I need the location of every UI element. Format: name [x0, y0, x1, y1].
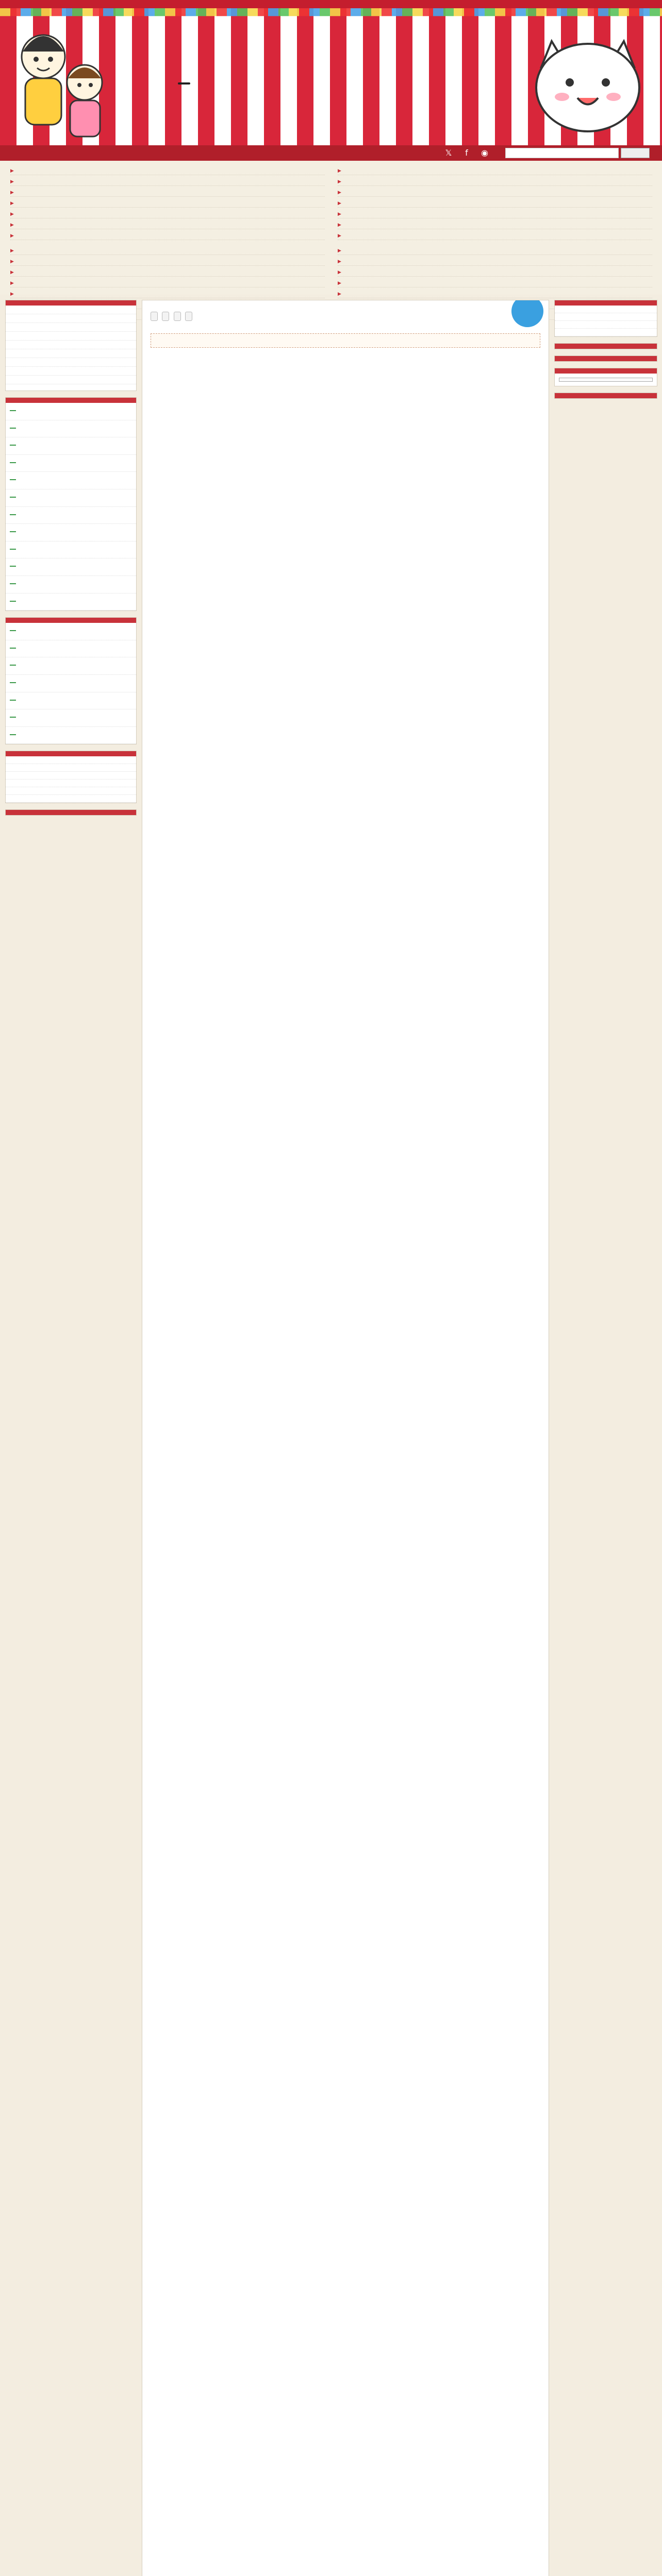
ranking-item[interactable]	[6, 437, 136, 455]
headline-link[interactable]	[338, 231, 652, 240]
headline-link[interactable]	[338, 246, 652, 255]
featured-box	[554, 300, 657, 337]
notice-heading	[6, 810, 136, 815]
archive-select[interactable]	[559, 378, 653, 382]
headline-link[interactable]	[338, 278, 652, 287]
ranking-item[interactable]	[6, 576, 136, 594]
weekly-ranking-heading	[6, 618, 136, 623]
headline-link[interactable]	[338, 166, 652, 175]
featured-link[interactable]	[555, 329, 657, 336]
ranking-badge	[10, 566, 16, 567]
ranking-badge	[10, 497, 16, 498]
ranking-item[interactable]	[6, 657, 136, 675]
ranking-item[interactable]	[6, 524, 136, 541]
pickup-box	[5, 300, 137, 391]
ranking-item[interactable]	[6, 709, 136, 727]
antenna-link[interactable]	[6, 787, 136, 795]
antenna-link[interactable]	[6, 772, 136, 779]
headline-link[interactable]	[338, 289, 652, 298]
ranking-item[interactable]	[6, 489, 136, 507]
ranking-badge	[10, 462, 16, 463]
headline-link[interactable]	[338, 188, 652, 197]
pickup-link[interactable]	[6, 323, 136, 332]
ranking-badge	[10, 410, 16, 411]
headline-link[interactable]	[10, 231, 325, 240]
ranking-badge	[10, 665, 16, 666]
headline-links	[0, 161, 662, 295]
right-sidebar	[554, 300, 657, 405]
ranking-badge	[10, 428, 16, 429]
ranking-badge	[10, 514, 16, 515]
recent-heading	[555, 344, 657, 349]
ranking-badge	[10, 531, 16, 532]
rss-icon[interactable]: ◉	[481, 148, 488, 158]
ranking-badge	[10, 700, 16, 701]
archive-heading	[555, 368, 657, 374]
ranking-item[interactable]	[6, 541, 136, 559]
ranking-badge	[10, 583, 16, 584]
category-heading	[555, 356, 657, 361]
site-url[interactable]	[178, 82, 190, 84]
headline-link[interactable]	[10, 177, 325, 186]
pickup-link[interactable]	[6, 332, 136, 341]
headline-link[interactable]	[10, 278, 325, 287]
headline-column-left	[10, 166, 325, 321]
right-ranking-box	[554, 393, 657, 399]
pickup-link[interactable]	[6, 314, 136, 323]
search-input[interactable]	[505, 148, 619, 158]
antenna-link[interactable]	[6, 795, 136, 803]
pocket-button[interactable]	[174, 312, 181, 321]
pickup-link[interactable]	[6, 358, 136, 367]
pickup-link[interactable]	[6, 367, 136, 376]
category-box	[554, 355, 657, 362]
pickup-link[interactable]	[6, 341, 136, 349]
ranking-badge	[10, 630, 16, 631]
category-badge[interactable]	[511, 300, 543, 327]
ranking-badge	[10, 682, 16, 683]
share-buttons	[151, 312, 540, 323]
antenna-box	[5, 751, 137, 803]
headline-link[interactable]	[10, 289, 325, 298]
cat-mascot-right	[521, 21, 655, 144]
headline-link[interactable]	[10, 188, 325, 197]
headline-link[interactable]	[10, 257, 325, 266]
antenna-heading	[6, 751, 136, 756]
antenna-link[interactable]	[6, 764, 136, 772]
featured-link[interactable]	[555, 306, 657, 313]
ranking-item[interactable]	[6, 472, 136, 489]
notice-box	[5, 809, 137, 816]
headline-link[interactable]	[10, 209, 325, 218]
featured-heading	[555, 300, 657, 306]
headline-link[interactable]	[10, 220, 325, 229]
ranking-item[interactable]	[6, 403, 136, 420]
ranking-item[interactable]	[6, 675, 136, 692]
left-sidebar	[5, 300, 137, 822]
ranking-badge	[10, 734, 16, 735]
header-top-bar	[0, 0, 662, 8]
featured-link[interactable]	[555, 321, 657, 329]
pickup-link[interactable]	[6, 349, 136, 358]
right-ranking-heading	[555, 393, 657, 398]
site-header	[0, 0, 662, 145]
headline-link[interactable]	[338, 177, 652, 186]
headline-link[interactable]	[10, 267, 325, 277]
ranking-badge	[10, 601, 16, 602]
tweet-button[interactable]	[151, 312, 158, 321]
headline-link[interactable]	[338, 267, 652, 277]
ranking-item[interactable]	[6, 558, 136, 576]
recent-box	[554, 343, 657, 349]
ranking-item[interactable]	[6, 455, 136, 472]
antenna-link[interactable]	[6, 756, 136, 764]
article-main	[142, 300, 549, 2576]
main-nav	[0, 145, 662, 161]
ranking-badge	[10, 648, 16, 649]
related-articles-box	[151, 333, 540, 348]
weekly-ranking-box	[5, 617, 137, 744]
antenna-link[interactable]	[6, 779, 136, 787]
pickup-link[interactable]	[6, 376, 136, 384]
ranking-badge	[10, 549, 16, 550]
ranking-badge	[10, 479, 16, 480]
family-mascot-left	[12, 21, 110, 139]
daily-ranking-box	[5, 397, 137, 611]
pickup-heading	[6, 300, 136, 306]
headline-link[interactable]	[10, 198, 325, 208]
ranking-item[interactable]	[6, 507, 136, 524]
powered-by[interactable]	[6, 384, 136, 391]
headline-link[interactable]	[10, 166, 325, 175]
daily-ranking-heading	[6, 398, 136, 403]
facebook-icon[interactable]: f	[465, 148, 468, 158]
ranking-item[interactable]	[6, 727, 136, 744]
headline-link[interactable]	[338, 198, 652, 208]
x-icon[interactable]: 𝕏	[445, 148, 452, 158]
ranking-item[interactable]	[6, 420, 136, 438]
headline-link[interactable]	[338, 209, 652, 218]
ranking-item[interactable]	[6, 692, 136, 710]
facebook-share-button[interactable]	[162, 312, 169, 321]
headline-link[interactable]	[338, 257, 652, 266]
ranking-item[interactable]	[6, 640, 136, 658]
ranking-item[interactable]	[6, 594, 136, 611]
ranking-badge	[10, 445, 16, 446]
headline-column-right	[338, 166, 652, 321]
ranking-item[interactable]	[6, 623, 136, 640]
headline-link[interactable]	[10, 246, 325, 255]
search-button[interactable]	[621, 148, 650, 158]
hatena-button[interactable]	[185, 312, 192, 321]
archive-box	[554, 368, 657, 386]
pickup-link[interactable]	[6, 306, 136, 314]
featured-link[interactable]	[555, 313, 657, 321]
headline-link[interactable]	[338, 220, 652, 229]
ranking-badge	[10, 717, 16, 718]
